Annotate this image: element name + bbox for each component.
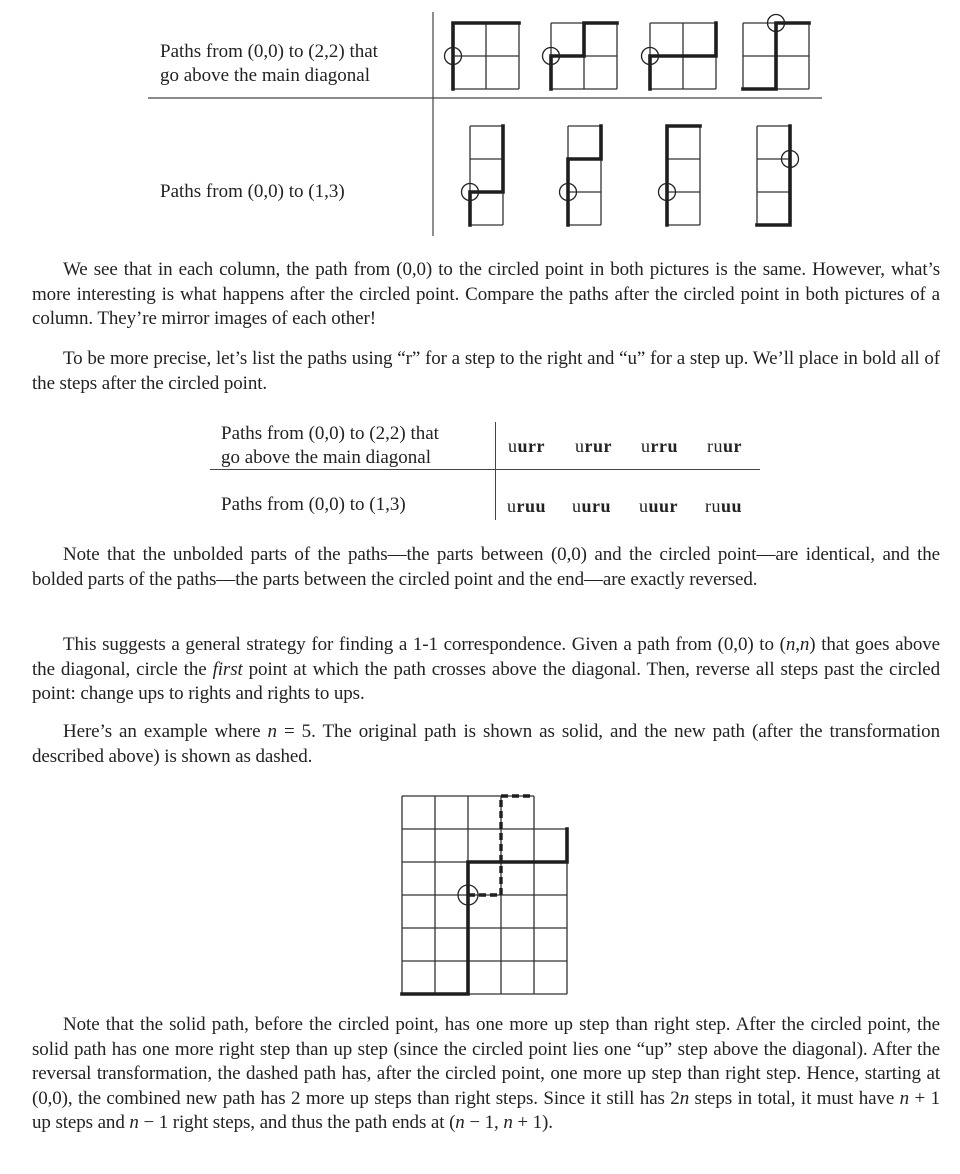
var-n: n <box>785 634 796 655</box>
plain-steps: u <box>641 436 651 456</box>
plain-steps: u <box>572 496 582 516</box>
text: + 1). <box>512 1112 553 1133</box>
table-cell <box>508 436 545 457</box>
var-n: n <box>129 1112 139 1133</box>
table-cell <box>705 496 742 517</box>
bold-steps: urr <box>517 436 545 456</box>
emphasis-first: first <box>212 658 243 680</box>
solid-path <box>470 126 503 225</box>
fig1-row1-label-line1: Paths from (0,0) to (2,2) that <box>160 41 378 62</box>
table-row1-label-line2: go above the main diagonal <box>221 447 431 468</box>
table-cell <box>572 496 611 517</box>
text: − 1, <box>464 1112 504 1133</box>
solid-path <box>757 126 790 225</box>
var-n: n <box>899 1087 910 1109</box>
text: steps in total, it must have <box>689 1087 900 1109</box>
plain-steps: ru <box>705 496 721 516</box>
solid-path <box>667 126 700 225</box>
text: , <box>795 634 800 655</box>
var-n: n <box>679 1087 690 1109</box>
bold-steps: uur <box>648 496 679 516</box>
var-n: n <box>799 634 810 655</box>
table-cell <box>575 436 612 457</box>
bold-steps: uu <box>721 496 743 516</box>
paragraph-3: Note that the unbolded parts of the paths—the parts between (0,0) and the circled point—are identical, and the bolded parts of the paths—the parts between the circled point and the end—are exactly reversed. <box>32 544 940 590</box>
table-cell <box>641 436 678 457</box>
table-cell <box>639 496 678 517</box>
paragraph-5 <box>32 720 940 769</box>
text: − 1 right steps, and thus the path ends at ( <box>138 1112 456 1133</box>
paragraph-4 <box>32 633 940 707</box>
text: This suggests a general strategy for finding a 1-1 correspondence. Given a path from (0,0) to ( <box>63 634 786 655</box>
text: point at which the path crosses above the diagonal. Then, reverse all steps past the circled point: change ups to rights and rights to ups. <box>32 658 940 704</box>
fig1-row1-label-line2: go above the main diagonal <box>160 65 370 86</box>
table-row2-label: Paths from (0,0) to (1,3) <box>221 494 406 515</box>
table-cell <box>707 436 742 457</box>
bold-steps: ur <box>723 436 742 456</box>
text: = 5. The original path is shown as solid, and the new path (after the transformation described above) is shown as dashed. <box>32 721 940 767</box>
dashed-path <box>468 796 534 895</box>
table-horizontal-rule <box>210 469 760 470</box>
text: + 1 up steps and <box>32 1087 940 1133</box>
table-row1-label <box>221 422 439 470</box>
text: ) that goes above the diagonal, circle the <box>32 634 941 680</box>
plain-steps: ru <box>707 436 723 456</box>
var-n: n <box>455 1112 465 1133</box>
bold-steps: rur <box>584 436 612 456</box>
paragraph-1: We see that in each column, the path from (0,0) to the circled point in both pictures is the same. However, what’s more interesting is what happens after the circled point. Compare the paths after the circled point in both pictures of a column. They’re mirror images of each other! <box>32 259 940 329</box>
paragraph-6 <box>32 1013 940 1136</box>
text: Note that the solid path, before the circled point, has one more up step than right step. After the circled point, the solid path has one more right step than up step (since the circled point lies one “up” step above the diagonal). After the reversal transformation, the dashed path has, after the circled point, one more up step than right step. Hence, starting at (0,0), the combined new path has 2 more up steps than right steps. Since it still has 2 <box>32 1014 940 1109</box>
plain-steps: u <box>575 436 585 456</box>
table-row1-label-line1: Paths from (0,0) to (2,2) that <box>221 423 439 444</box>
bold-steps: uru <box>581 496 612 516</box>
bold-steps: ruu <box>516 496 547 516</box>
plain-steps: u <box>639 496 649 516</box>
text: Here’s an example where <box>63 721 268 742</box>
paragraph-2: To be more precise, let’s list the paths using “r” for a step to the right and “u” for a step up. We’ll place in bold all of the steps after the circled point. <box>32 348 940 394</box>
table-vertical-rule <box>495 422 496 520</box>
plain-steps: u <box>508 436 518 456</box>
bold-steps: rru <box>650 436 678 456</box>
var-n: n <box>267 721 277 742</box>
fig1-grids <box>0 0 960 240</box>
circled-point <box>458 885 478 905</box>
table-cell <box>507 496 546 517</box>
fig1-row2-label: Paths from (0,0) to (1,3) <box>160 181 345 202</box>
solid-path <box>568 126 601 225</box>
solid-path <box>402 829 567 994</box>
var-n: n <box>503 1112 513 1133</box>
plain-steps: u <box>507 496 517 516</box>
